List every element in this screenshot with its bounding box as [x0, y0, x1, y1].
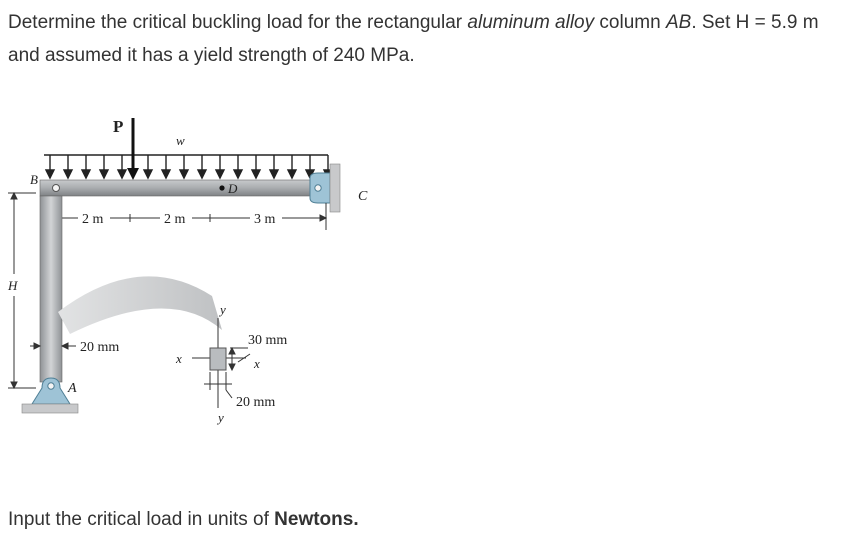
dim-20mm-section: 20 mm — [236, 395, 276, 410]
question-part-1: Determine the critical buckling load for the rectangular — [8, 12, 468, 33]
instruction-prefix: Input the critical load in units of — [8, 509, 275, 530]
dim-30mm: 30 mm — [248, 333, 288, 348]
question-part-2: column — [594, 12, 666, 33]
axis-y-bottom: y — [218, 410, 224, 425]
unit-label: Newtons. — [274, 509, 359, 530]
beam-BC — [40, 180, 332, 196]
load-arrow — [82, 155, 90, 178]
load-arrow — [144, 155, 152, 178]
axis-x-right: x — [254, 356, 260, 371]
load-arrow — [198, 155, 206, 178]
question-text — [8, 6, 853, 72]
load-arrow — [118, 155, 126, 178]
material-name: aluminum alloy — [467, 12, 595, 33]
label-w: w — [176, 133, 185, 148]
instruction-text — [8, 507, 359, 533]
dim-2m-first: 2 m — [82, 212, 104, 227]
question-part-3: . Set H = 5.9 m and assumed it has a yield strength of 240 MPa. — [8, 12, 819, 66]
load-arrow — [46, 155, 54, 178]
dim-20mm-column: 20 mm — [80, 340, 120, 355]
column-name: AB — [665, 12, 692, 33]
label-D: D — [228, 181, 238, 196]
distributed-load-arrows — [44, 155, 332, 178]
axis-y-top: y — [220, 302, 226, 317]
point-D — [219, 185, 224, 190]
load-arrow — [288, 155, 296, 178]
label-P: P — [113, 117, 124, 136]
load-arrow — [162, 155, 170, 178]
column-figure — [0, 100, 420, 440]
pin-B — [53, 185, 60, 192]
frame-diagram — [0, 100, 420, 440]
load-arrow — [100, 155, 108, 178]
axis-x-left: x — [176, 351, 182, 366]
section-cut-sweep — [58, 276, 222, 334]
dim-2m-second: 2 m — [164, 212, 186, 227]
load-arrow — [64, 155, 72, 178]
load-arrow — [234, 155, 242, 178]
dim-3m: 3 m — [254, 212, 276, 227]
load-arrow — [216, 155, 224, 178]
label-C: C — [358, 189, 368, 204]
column-AB — [40, 196, 62, 382]
label-B: B — [30, 172, 38, 187]
label-H: H — [8, 278, 18, 293]
load-arrow — [270, 155, 278, 178]
load-arrow — [252, 155, 260, 178]
section-depth-dimension — [229, 348, 250, 370]
label-A: A — [68, 381, 77, 396]
point-load-arrow — [127, 118, 139, 180]
load-arrow — [180, 155, 188, 178]
